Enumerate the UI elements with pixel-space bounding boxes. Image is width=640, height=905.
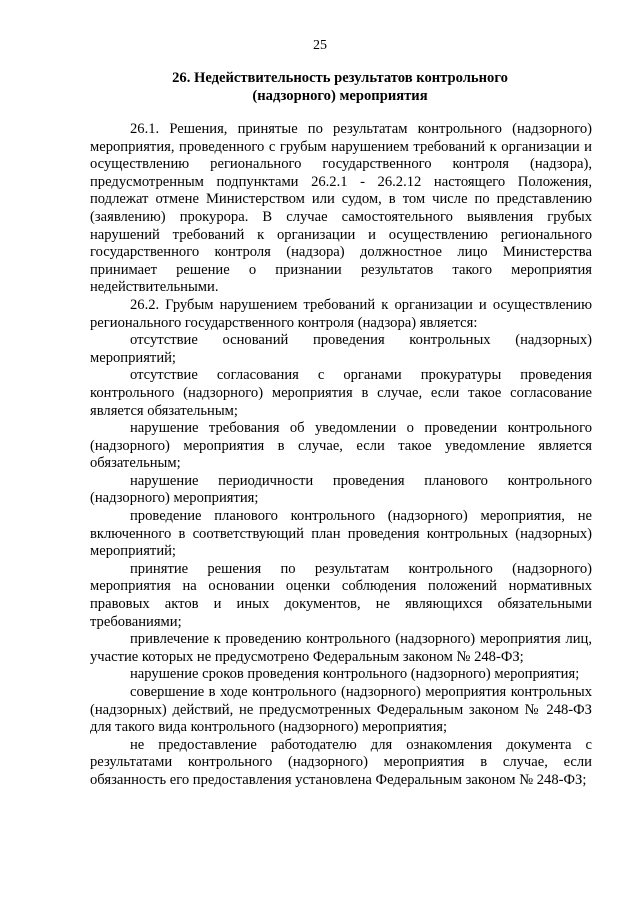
document-body <box>90 121 592 790</box>
section-title-line-1: 26. Недействительность результатов контрольного <box>172 70 508 86</box>
list-item: нарушение сроков проведения контрольного (надзорного) мероприятия; <box>130 666 580 683</box>
page-number: 25 <box>313 38 327 53</box>
paragraph-26-1: 26.1. Решения, принятые по результатам контрольного (надзорного) мероприятия, проведенного с грубым нарушением требований к организации и осуществлению регионального государственного контроля (надзора), предусмотренным подпунктами 26.2.1 - 26.2.12 настоящего Положения, подлежат отмене Министерством или судом, в том числе по представлению (заявлению) прокурора. В случае самостоятельного выявления грубых нарушений требований к организации и осуществлению регионального государственного контроля (надзора) должностное лицо Министерства принимает решение о признании результатов такого мероприятия недействительными. <box>90 121 592 296</box>
list-item: отсутствие согласования с органами прокуратуры проведения контрольного (надзорного) мероприятия в случае, если такое согласование является обязательным; <box>90 367 592 419</box>
list-item: нарушение требования об уведомлении о проведении контрольного (надзорного) мероприятия в случае, если такое уведомление является обязательным; <box>90 420 592 472</box>
list-item: проведение планового контрольного (надзорного) мероприятия, не включенного в соответствующий план проведения контрольных (надзорных) мероприятий; <box>90 508 592 560</box>
list-item: совершение в ходе контрольного (надзорного) мероприятия контрольных (надзорных) действий, не предусмотренных Федеральным законом № 248-ФЗ для такого вида контрольного (надзорного) мероприятия; <box>90 684 592 736</box>
section-title-line-2: (надзорного) мероприятия <box>252 88 428 104</box>
list-item: принятие решения по результатам контрольного (надзорного) мероприятия на основании оценки соблюдения положений нормативных правовых актов и иных документов, не являющихся обязательными требованиями; <box>90 560 592 630</box>
list-item: привлечение к проведению контрольного (надзорного) мероприятия лиц, участие которых не предусмотрено Федеральным законом № 248-ФЗ; <box>90 631 592 665</box>
paragraph-26-2: 26.2. Грубым нарушением требований к организации и осуществлению регионального государственного контроля (надзора) является: <box>90 296 592 331</box>
list-item: отсутствие оснований проведения контрольных (надзорных) мероприятий; <box>90 332 592 366</box>
section-title <box>90 69 590 105</box>
list-item: не предоставление работодателю для ознакомления документа с результатами контрольного (надзорного) мероприятия в случае, если обязанность его предоставления установлена Федеральным законом № 248-ФЗ; <box>90 736 592 788</box>
list-item: нарушение периодичности проведения планового контрольного (надзорного) мероприятия; <box>90 472 592 507</box>
